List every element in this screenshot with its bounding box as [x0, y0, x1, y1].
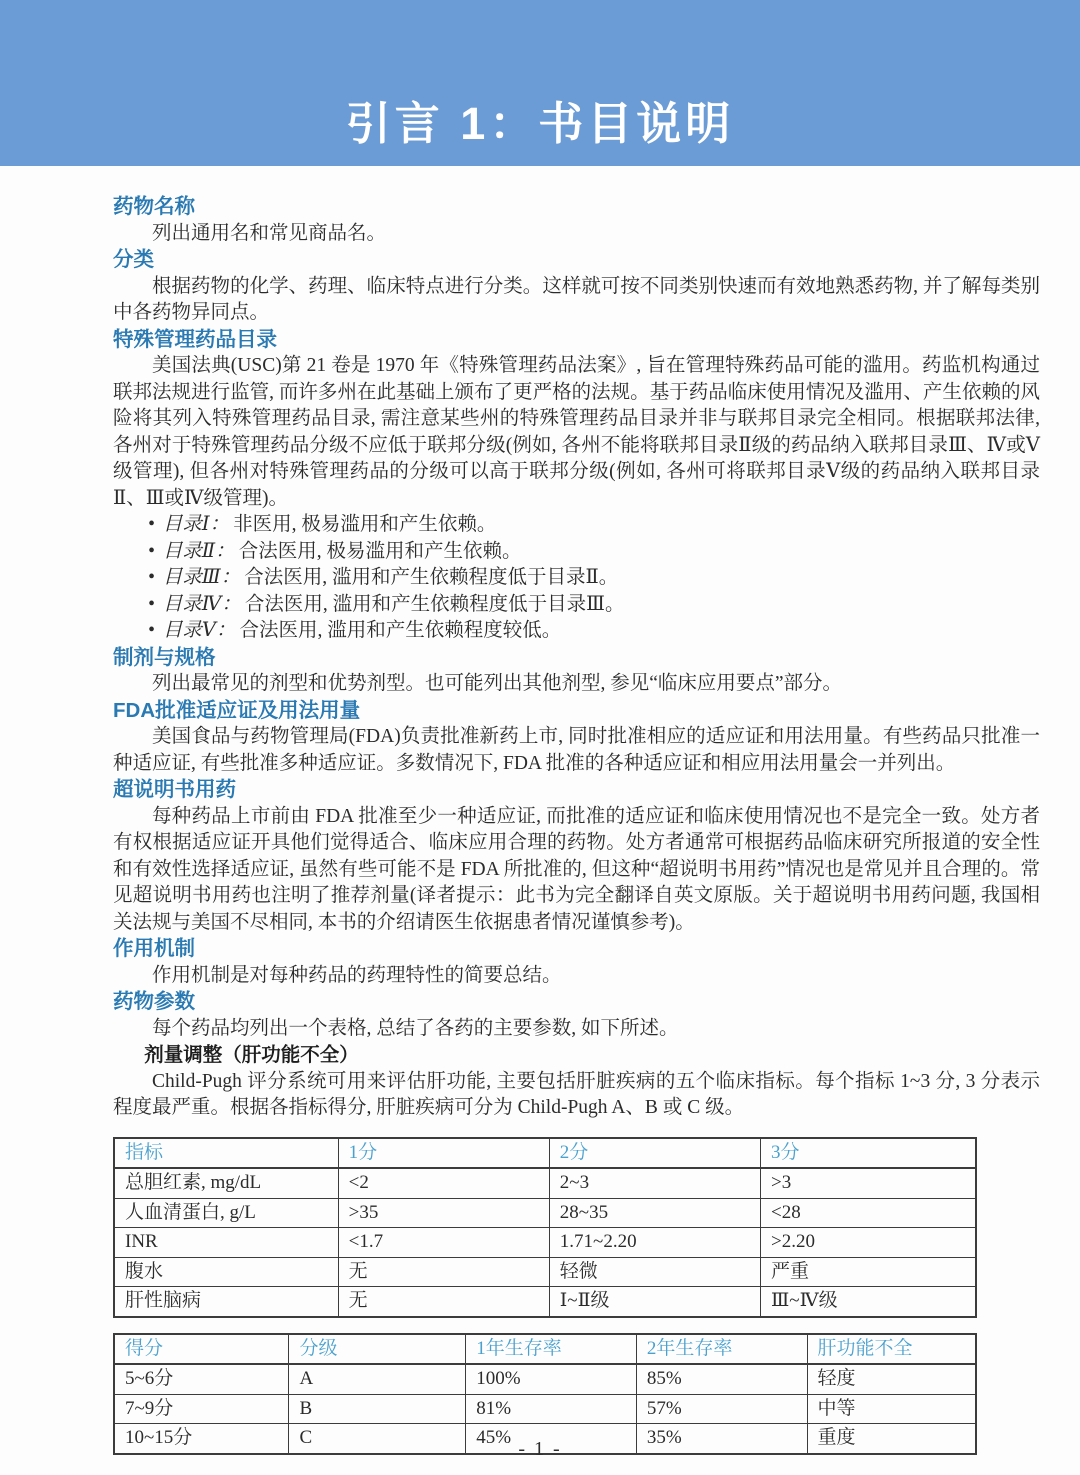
- table-cell: 轻度: [807, 1364, 976, 1394]
- schedule-text: 合法医用, 滥用和产生依赖程度低于目录Ⅲ。: [244, 593, 625, 615]
- table-header-cell: 2分: [549, 1138, 760, 1169]
- page-title: 引言 1：书目说明: [345, 98, 735, 149]
- section-heading-formulations: 制剂与规格: [113, 645, 216, 669]
- table-cell: 28~35: [549, 1198, 760, 1228]
- table-cell: 人血清蛋白, g/L: [114, 1198, 338, 1228]
- table-cell: B: [289, 1394, 466, 1424]
- schedule-label: 目录Ⅲ：: [162, 567, 241, 588]
- table-cell: 2~3: [549, 1168, 760, 1198]
- schedule-text: 合法医用, 极易滥用和产生依赖。: [238, 540, 522, 562]
- schedule-label: 目录Ⅳ：: [162, 593, 241, 615]
- table-cell: A: [289, 1364, 466, 1394]
- table-row: [114, 1228, 976, 1258]
- paragraph: 美国法典(USC)第 21 卷是 1970 年《特殊管理药品法案》, 旨在管理特殊药品可能的滥用。药监机构通过联邦法规进行监管, 而许多州在此基础上颁布了更严格的法规。基于药品临床使用情况及滥用、产生依赖的风险将其列入特殊管理药品目录, 需注意某些州的特殊管理药品目录并非与联邦目录完全相同。根据联邦法律, 各州对于特殊管理药品分级不应低于联邦分级(例如, 各州不能将联邦目录Ⅱ级的药品纳入联邦目录Ⅲ、Ⅳ或Ⅴ级管理), 但各州对特殊管理药品的分级可以高于联邦分级(例如, 各州可将联邦目录Ⅴ级的药品纳入联邦目录Ⅱ、Ⅲ或Ⅳ级管理)。: [113, 355, 1040, 509]
- paragraph: 美国食品与药物管理局(FDA)负责批准新药上市, 同时批准相应的适应证和用法用量。有些药品只批准一种适应证, 有些批准多种适应证。多数情况下, FDA 批准的各种适应证和相应用法用量会一并列出。: [113, 726, 1040, 774]
- table-cell: <2: [338, 1168, 549, 1198]
- bullet-icon: •: [148, 593, 155, 615]
- paragraph: 根据药物的化学、药理、临床特点进行分类。这样就可按不同类别快速而有效地熟悉药物, 并了解每类别中各药物异同点。: [113, 275, 1040, 323]
- table-cell: 总胆红素, mg/dL: [114, 1168, 338, 1198]
- table-row: [114, 1257, 976, 1287]
- table-header-cell: 肝功能不全: [807, 1334, 976, 1365]
- table-row: [114, 1168, 976, 1198]
- table-cell: 85%: [636, 1364, 807, 1394]
- table-cell: <28: [760, 1198, 976, 1228]
- table-header-cell: 指标: [114, 1138, 338, 1169]
- table-cell: 重度: [807, 1424, 976, 1454]
- section-heading-classification: 分类: [113, 248, 154, 271]
- table-cell: Ⅲ~Ⅳ级: [760, 1287, 976, 1317]
- list-item: [113, 592, 1040, 619]
- table-cell: C: [289, 1424, 466, 1454]
- table-cell: 45%: [466, 1424, 637, 1454]
- section-heading-off-label: 超说明书用药: [113, 778, 236, 801]
- schedule-text: 合法医用, 滥用和产生依赖程度较低。: [239, 620, 562, 641]
- table-cell: 肝性脑病: [114, 1287, 338, 1317]
- paragraph: 作用机制是对每种药品的药理特性的简要总结。: [152, 964, 562, 986]
- table-cell: 轻微: [549, 1257, 760, 1287]
- paragraph: 每种药品上市前由 FDA 批准至少一种适应证, 而批准的适应证和临床使用情况也不是完全一致。处方者有权根据适应证开具他们觉得适合、临床应用合理的药物。处方者通常可根据药品临床研究所报道的安全性和有效性选择适应证, 虽然有些可能不是 FDA 所批准的, 但这种“超说明书用药”情况也是常见并且合理的。常见超说明书用药也注明了推荐剂量(译者提示：此书为完全翻译自英文原版。关于超说明书用药问题, 我国相关法规与美国不尽相同, 本书的介绍请医生依据患者情况谨慎参考)。: [113, 805, 1040, 933]
- table-row: [114, 1364, 976, 1394]
- table-cell: Ⅰ~Ⅱ级: [549, 1287, 760, 1317]
- table-cell: 中等: [807, 1394, 976, 1424]
- table-header-cell: 得分: [114, 1334, 289, 1365]
- paragraph: 列出最常见的剂型和优势剂型。也可能列出其他剂型, 参见“临床应用要点”部分。: [152, 673, 843, 694]
- child-pugh-score-table: [113, 1137, 977, 1318]
- child-pugh-grade-table: [113, 1333, 977, 1455]
- list-item: [113, 618, 1040, 645]
- table-cell: 5~6分: [114, 1364, 289, 1394]
- paragraph: 每个药品均列出一个表格, 总结了各药的主要参数, 如下所述。: [152, 1017, 679, 1039]
- list-item: [113, 512, 1040, 539]
- bullet-icon: •: [148, 540, 155, 562]
- schedule-text: 非医用, 极易滥用和产生依赖。: [233, 514, 497, 535]
- table-header-row: [114, 1138, 976, 1169]
- list-item: [113, 539, 1040, 566]
- schedule-list: [113, 512, 1040, 645]
- chapter-header-band: [0, 0, 1080, 166]
- table-cell: >3: [760, 1168, 976, 1198]
- table-header-row: [114, 1334, 976, 1365]
- table-cell: <1.7: [338, 1228, 549, 1258]
- bullet-icon: •: [148, 620, 155, 641]
- table-cell: 1.71~2.20: [549, 1228, 760, 1258]
- table-row: [114, 1198, 976, 1228]
- table-cell: 10~15分: [114, 1424, 289, 1454]
- table-cell: 无: [338, 1257, 549, 1287]
- list-item: [113, 565, 1040, 592]
- subheading-dose-adjustment-hepatic: 剂量调整（肝功能不全）: [144, 1044, 359, 1066]
- table-header-cell: 2年生存率: [636, 1334, 807, 1365]
- table-header-cell: 分级: [289, 1334, 466, 1365]
- bullet-icon: •: [148, 514, 155, 535]
- table-row: [114, 1287, 976, 1317]
- table-cell: 35%: [636, 1424, 807, 1454]
- table-header-cell: 3分: [760, 1138, 976, 1169]
- page-number: - 1 -: [518, 1438, 562, 1460]
- section-heading-drug-parameters: 药物参数: [113, 990, 195, 1013]
- table-cell: 100%: [466, 1364, 637, 1394]
- table-header-cell: 1分: [338, 1138, 549, 1169]
- paragraph: 列出通用名和常见商品名。: [152, 222, 387, 244]
- bullet-icon: •: [148, 567, 155, 588]
- table-cell: 57%: [636, 1394, 807, 1424]
- schedule-label: 目录Ⅱ：: [162, 540, 235, 562]
- page-content: [0, 166, 1080, 1455]
- schedule-label: 目录Ⅰ：: [162, 514, 230, 535]
- table-cell: >35: [338, 1198, 549, 1228]
- paragraph: Child-Pugh 评分系统可用来评估肝功能, 主要包括肝脏疾病的五个临床指标。每个指标 1~3 分, 3 分表示程度最严重。根据各指标得分, 肝脏疾病可分为 Child-Pugh A、B 或 C 级。: [113, 1070, 1040, 1118]
- table-cell: 严重: [760, 1257, 976, 1287]
- section-heading-fda-indications: FDA批准适应证及用法用量: [113, 698, 361, 722]
- table-cell: 无: [338, 1287, 549, 1317]
- table-cell: 81%: [466, 1394, 637, 1424]
- table-cell: INR: [114, 1228, 338, 1258]
- schedule-label: 目录Ⅴ：: [162, 620, 236, 641]
- table-row: [114, 1394, 976, 1424]
- section-heading-controlled-substances: 特殊管理药品目录: [113, 327, 277, 351]
- section-heading-drug-name: 药物名称: [113, 195, 195, 218]
- section-heading-mechanism: 作用机制: [113, 937, 195, 960]
- table-cell: 腹水: [114, 1257, 338, 1287]
- table-cell: >2.20: [760, 1228, 976, 1258]
- table-cell: 7~9分: [114, 1394, 289, 1424]
- schedule-text: 合法医用, 滥用和产生依赖程度低于目录Ⅱ。: [244, 567, 619, 588]
- table-header-cell: 1年生存率: [466, 1334, 637, 1365]
